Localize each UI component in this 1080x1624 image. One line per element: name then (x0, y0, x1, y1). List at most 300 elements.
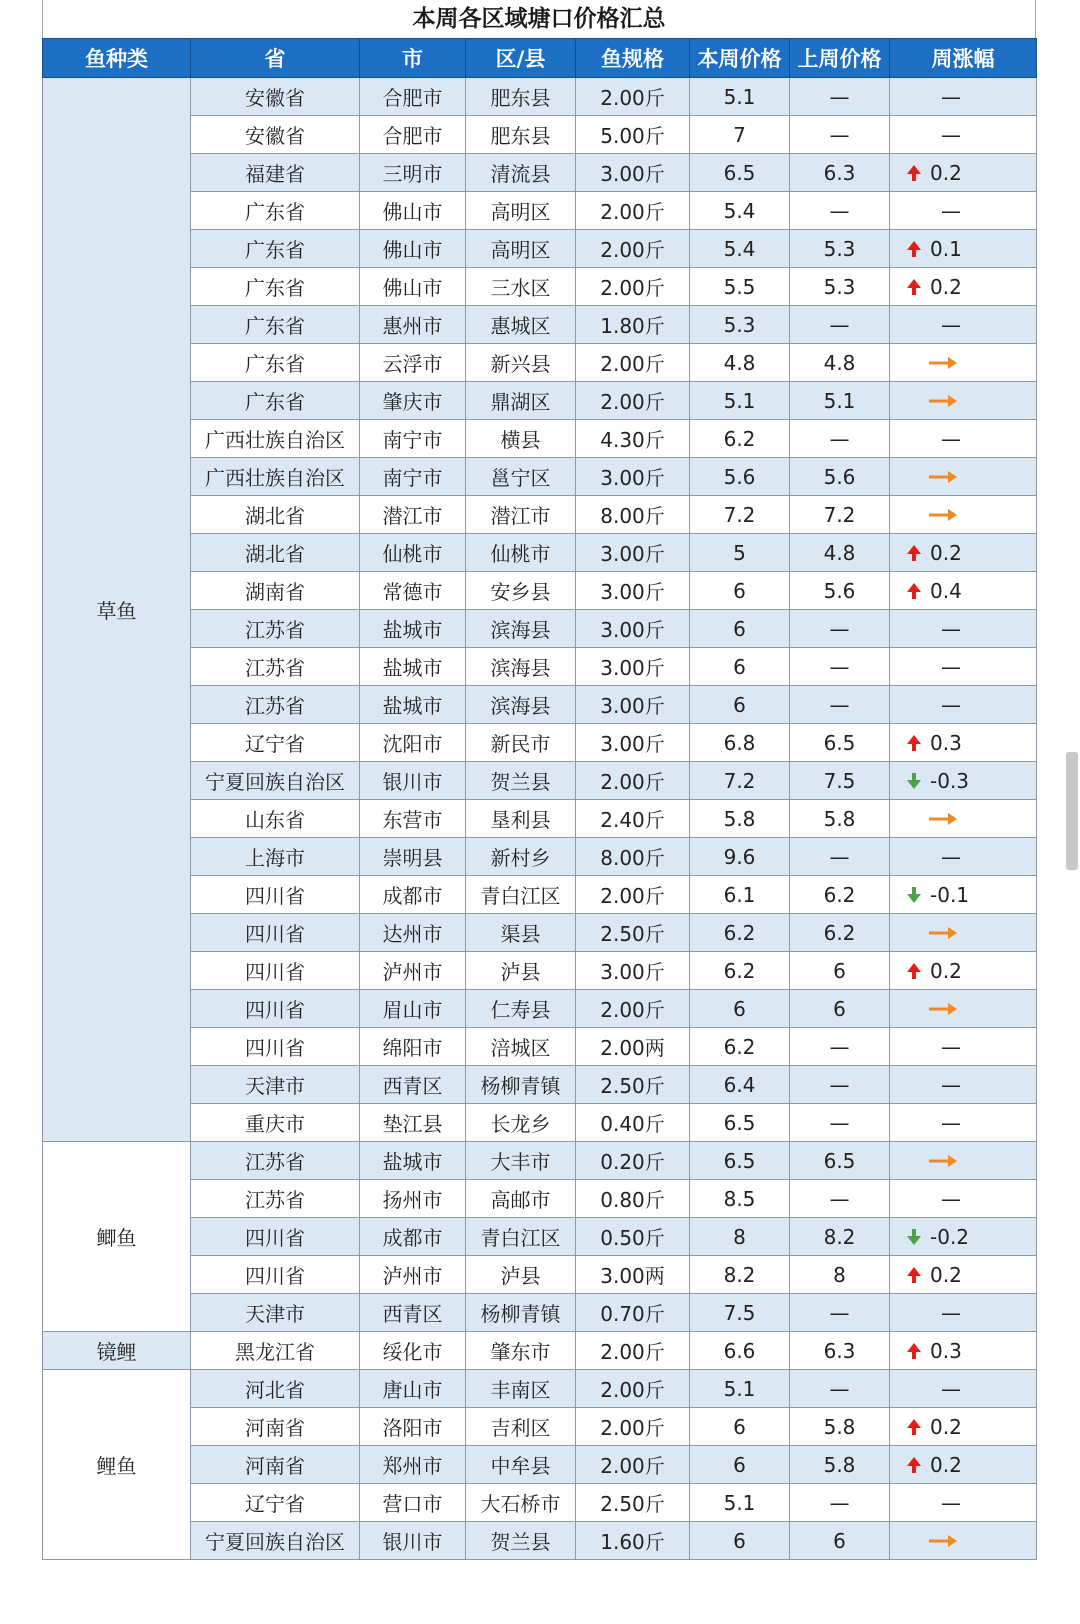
table-row (43, 572, 1037, 610)
cell-this-week-price: 5.1 (690, 1370, 790, 1408)
cell-city: 盐城市 (360, 686, 466, 724)
change-value: — (941, 1072, 961, 1097)
change-value: — (941, 1376, 961, 1401)
cell-this-week-price: 5 (690, 534, 790, 572)
cell-province: 江苏省 (191, 1142, 360, 1180)
cell-province: 四川省 (191, 1028, 360, 1066)
cell-district: 杨柳青镇 (466, 1066, 576, 1104)
cell-this-week-price: 5.1 (690, 382, 790, 420)
change-value: -0.1 (930, 882, 970, 907)
cell-district: 滨海县 (466, 610, 576, 648)
cell-last-week-price: 7.2 (790, 496, 890, 534)
cell-spec: 3.00斤 (576, 572, 690, 610)
cell-city: 南宁市 (360, 420, 466, 458)
cell-district: 中牟县 (466, 1446, 576, 1484)
cell-district: 肥东县 (466, 116, 576, 154)
cell-province: 宁夏回族自治区 (191, 1522, 360, 1560)
cell-weekly-change (890, 116, 1037, 154)
cell-city: 眉山市 (360, 990, 466, 1028)
table-row (43, 1256, 1037, 1294)
table-row (43, 1370, 1037, 1408)
cell-city: 盐城市 (360, 648, 466, 686)
cell-city: 佛山市 (360, 230, 466, 268)
cell-province: 江苏省 (191, 610, 360, 648)
cell-city: 合肥市 (360, 78, 466, 116)
table-row (43, 724, 1037, 762)
cell-spec: 0.50斤 (576, 1218, 690, 1256)
cell-district: 鼎湖区 (466, 382, 576, 420)
cell-spec: 3.00斤 (576, 610, 690, 648)
cell-spec: 2.00两 (576, 1028, 690, 1066)
table-row (43, 344, 1037, 382)
change-value: — (941, 654, 961, 679)
table-row (43, 496, 1037, 534)
cell-city: 扬州市 (360, 1180, 466, 1218)
change-value: — (941, 1110, 961, 1135)
cell-city: 西青区 (360, 1294, 466, 1332)
cell-last-week-price: 5.8 (790, 1408, 890, 1446)
arrow-right-icon (928, 351, 958, 365)
cell-last-week-price: 6.2 (790, 876, 890, 914)
cell-this-week-price: 5.6 (690, 458, 790, 496)
cell-city: 洛阳市 (360, 1408, 466, 1446)
cell-weekly-change (890, 420, 1037, 458)
cell-district: 肥东县 (466, 78, 576, 116)
cell-last-week-price: — (790, 1370, 890, 1408)
cell-this-week-price: 6.6 (690, 1332, 790, 1370)
cell-district: 新民市 (466, 724, 576, 762)
table-row (43, 116, 1037, 154)
arrow-up-icon (906, 163, 922, 181)
cell-spec: 0.80斤 (576, 1180, 690, 1218)
cell-district: 丰南区 (466, 1370, 576, 1408)
table-row (43, 1408, 1037, 1446)
cell-weekly-change (890, 990, 1037, 1028)
cell-district: 贺兰县 (466, 1522, 576, 1560)
arrow-up-icon (906, 543, 922, 561)
cell-last-week-price: — (790, 420, 890, 458)
cell-last-week-price: — (790, 838, 890, 876)
cell-district: 大丰市 (466, 1142, 576, 1180)
cell-spec: 3.00斤 (576, 952, 690, 990)
cell-fish-type: 鲫鱼 (43, 1142, 191, 1332)
cell-weekly-change (890, 876, 1037, 914)
arrow-right-icon (928, 1149, 958, 1163)
table-row (43, 230, 1037, 268)
cell-province: 河南省 (191, 1408, 360, 1446)
cell-weekly-change (890, 1294, 1037, 1332)
cell-district: 邕宁区 (466, 458, 576, 496)
cell-this-week-price: 6.5 (690, 154, 790, 192)
header-last-week-price[interactable]: 上周价格 (790, 39, 890, 78)
arrow-right-icon (928, 389, 958, 403)
cell-weekly-change (890, 610, 1037, 648)
cell-district: 高邮市 (466, 1180, 576, 1218)
cell-district: 高明区 (466, 230, 576, 268)
table-row (43, 1028, 1037, 1066)
cell-last-week-price: 5.3 (790, 230, 890, 268)
cell-province: 四川省 (191, 876, 360, 914)
cell-city: 东营市 (360, 800, 466, 838)
cell-spec: 3.00斤 (576, 686, 690, 724)
arrow-right-icon (928, 997, 958, 1011)
cell-weekly-change (890, 1104, 1037, 1142)
cell-city: 盐城市 (360, 610, 466, 648)
cell-province: 天津市 (191, 1066, 360, 1104)
cell-spec: 2.40斤 (576, 800, 690, 838)
header-city[interactable]: 市 (360, 39, 466, 78)
cell-this-week-price: 8 (690, 1218, 790, 1256)
change-value: — (941, 1186, 961, 1211)
cell-province: 江苏省 (191, 1180, 360, 1218)
header-row (43, 39, 1037, 78)
cell-this-week-price: 9.6 (690, 838, 790, 876)
cell-province: 广东省 (191, 382, 360, 420)
cell-this-week-price: 6.2 (690, 952, 790, 990)
header-this-week-price[interactable]: 本周价格 (690, 39, 790, 78)
cell-province: 广东省 (191, 268, 360, 306)
change-value: — (941, 844, 961, 869)
arrow-up-icon (906, 581, 922, 599)
cell-weekly-change (890, 1522, 1037, 1560)
cell-city: 南宁市 (360, 458, 466, 496)
cell-city: 郑州市 (360, 1446, 466, 1484)
cell-last-week-price: — (790, 1104, 890, 1142)
cell-district: 泸县 (466, 952, 576, 990)
cell-district: 滨海县 (466, 686, 576, 724)
cell-this-week-price: 6 (690, 686, 790, 724)
cell-spec: 4.30斤 (576, 420, 690, 458)
cell-city: 惠州市 (360, 306, 466, 344)
cell-last-week-price: 8.2 (790, 1218, 890, 1256)
cell-district: 肇东市 (466, 1332, 576, 1370)
cell-weekly-change (890, 1256, 1037, 1294)
cell-city: 泸州市 (360, 1256, 466, 1294)
arrow-down-icon (906, 1227, 922, 1245)
cell-last-week-price: — (790, 1484, 890, 1522)
cell-province: 山东省 (191, 800, 360, 838)
cell-this-week-price: 5.3 (690, 306, 790, 344)
cell-last-week-price: 7.5 (790, 762, 890, 800)
cell-city: 垫江县 (360, 1104, 466, 1142)
cell-this-week-price: 7 (690, 116, 790, 154)
cell-spec: 3.00斤 (576, 724, 690, 762)
scrollbar-thumb[interactable] (1066, 752, 1078, 870)
cell-province: 四川省 (191, 1218, 360, 1256)
cell-province: 河北省 (191, 1370, 360, 1408)
cell-province: 重庆市 (191, 1104, 360, 1142)
cell-city: 达州市 (360, 914, 466, 952)
cell-province: 四川省 (191, 952, 360, 990)
cell-weekly-change (890, 1180, 1037, 1218)
change-value: — (941, 1490, 961, 1515)
cell-province: 广西壮族自治区 (191, 458, 360, 496)
cell-weekly-change (890, 648, 1037, 686)
cell-district: 杨柳青镇 (466, 1294, 576, 1332)
cell-city: 银川市 (360, 762, 466, 800)
cell-last-week-price: 6.2 (790, 914, 890, 952)
change-value: — (941, 1034, 961, 1059)
cell-last-week-price: 6 (790, 1522, 890, 1560)
cell-weekly-change (890, 1484, 1037, 1522)
header-weekly-change[interactable]: 周涨幅 (890, 39, 1037, 78)
cell-last-week-price: — (790, 116, 890, 154)
change-value: -0.3 (930, 768, 970, 793)
cell-this-week-price: 5.4 (690, 230, 790, 268)
table-row (43, 154, 1037, 192)
arrow-down-icon (906, 885, 922, 903)
cell-spec: 2.00斤 (576, 78, 690, 116)
cell-province: 黑龙江省 (191, 1332, 360, 1370)
cell-spec: 8.00斤 (576, 496, 690, 534)
change-value: 0.3 (930, 730, 962, 755)
cell-weekly-change (890, 762, 1037, 800)
cell-province: 安徽省 (191, 116, 360, 154)
arrow-up-icon (906, 1265, 922, 1283)
cell-last-week-price: — (790, 78, 890, 116)
table-row (43, 382, 1037, 420)
cell-this-week-price: 5.1 (690, 1484, 790, 1522)
cell-district: 仙桃市 (466, 534, 576, 572)
cell-this-week-price: 6 (690, 610, 790, 648)
cell-last-week-price: 8 (790, 1256, 890, 1294)
change-value: — (941, 312, 961, 337)
cell-district: 青白江区 (466, 1218, 576, 1256)
cell-city: 成都市 (360, 1218, 466, 1256)
cell-province: 宁夏回族自治区 (191, 762, 360, 800)
cell-this-week-price: 6.5 (690, 1104, 790, 1142)
table-row (43, 1142, 1037, 1180)
cell-this-week-price: 6.2 (690, 420, 790, 458)
table-row (43, 1522, 1037, 1560)
cell-this-week-price: 6.1 (690, 876, 790, 914)
cell-weekly-change (890, 268, 1037, 306)
cell-last-week-price: — (790, 648, 890, 686)
arrow-down-icon (906, 771, 922, 789)
cell-this-week-price: 5.1 (690, 78, 790, 116)
cell-weekly-change (890, 1028, 1037, 1066)
cell-district: 三水区 (466, 268, 576, 306)
cell-district: 新村乡 (466, 838, 576, 876)
cell-last-week-price: 6.5 (790, 1142, 890, 1180)
cell-city: 佛山市 (360, 268, 466, 306)
cell-city: 绥化市 (360, 1332, 466, 1370)
cell-spec: 2.00斤 (576, 192, 690, 230)
table-row (43, 306, 1037, 344)
cell-city: 唐山市 (360, 1370, 466, 1408)
cell-last-week-price: 6.3 (790, 154, 890, 192)
change-value: 0.2 (930, 540, 962, 565)
price-table (42, 38, 1037, 1560)
cell-this-week-price: 7.2 (690, 496, 790, 534)
cell-city: 绵阳市 (360, 1028, 466, 1066)
table-row (43, 192, 1037, 230)
change-value: 0.2 (930, 160, 962, 185)
cell-this-week-price: 6 (690, 990, 790, 1028)
cell-district: 大石桥市 (466, 1484, 576, 1522)
cell-last-week-price: 4.8 (790, 534, 890, 572)
cell-province: 湖北省 (191, 496, 360, 534)
cell-last-week-price: 5.6 (790, 572, 890, 610)
cell-spec: 2.00斤 (576, 1408, 690, 1446)
change-value: 0.2 (930, 958, 962, 983)
arrow-up-icon (906, 277, 922, 295)
cell-weekly-change (890, 952, 1037, 990)
cell-district: 安乡县 (466, 572, 576, 610)
cell-spec: 2.00斤 (576, 382, 690, 420)
change-value: 0.2 (930, 1452, 962, 1477)
change-value: — (941, 426, 961, 451)
change-value: — (941, 198, 961, 223)
cell-spec: 2.00斤 (576, 1370, 690, 1408)
cell-district: 潜江市 (466, 496, 576, 534)
cell-weekly-change (890, 572, 1037, 610)
cell-spec: 2.00斤 (576, 1332, 690, 1370)
cell-spec: 3.00斤 (576, 648, 690, 686)
cell-city: 泸州市 (360, 952, 466, 990)
arrow-up-icon (906, 239, 922, 257)
cell-spec: 2.00斤 (576, 876, 690, 914)
cell-this-week-price: 5.4 (690, 192, 790, 230)
cell-city: 成都市 (360, 876, 466, 914)
cell-district: 涪城区 (466, 1028, 576, 1066)
table-row (43, 1446, 1037, 1484)
cell-city: 西青区 (360, 1066, 466, 1104)
cell-last-week-price: 5.6 (790, 458, 890, 496)
cell-province: 河南省 (191, 1446, 360, 1484)
cell-this-week-price: 6.8 (690, 724, 790, 762)
cell-province: 辽宁省 (191, 1484, 360, 1522)
cell-weekly-change (890, 1218, 1037, 1256)
cell-district: 垦利县 (466, 800, 576, 838)
cell-district: 新兴县 (466, 344, 576, 382)
cell-city: 营口市 (360, 1484, 466, 1522)
cell-province: 四川省 (191, 990, 360, 1028)
cell-this-week-price: 6.2 (690, 914, 790, 952)
cell-this-week-price: 6.2 (690, 1028, 790, 1066)
cell-province: 广西壮族自治区 (191, 420, 360, 458)
cell-province: 广东省 (191, 192, 360, 230)
cell-spec: 2.00斤 (576, 230, 690, 268)
cell-spec: 2.50斤 (576, 1484, 690, 1522)
cell-last-week-price: 6 (790, 990, 890, 1028)
cell-spec: 2.00斤 (576, 1446, 690, 1484)
cell-weekly-change (890, 496, 1037, 534)
cell-city: 沈阳市 (360, 724, 466, 762)
header-district[interactable]: 区/县 (466, 39, 576, 78)
cell-last-week-price: 4.8 (790, 344, 890, 382)
cell-spec: 2.50斤 (576, 1066, 690, 1104)
cell-this-week-price: 7.5 (690, 1294, 790, 1332)
cell-district: 青白江区 (466, 876, 576, 914)
cell-last-week-price: 6.5 (790, 724, 890, 762)
cell-this-week-price: 5.8 (690, 800, 790, 838)
table-row (43, 1066, 1037, 1104)
cell-this-week-price: 6.5 (690, 1142, 790, 1180)
price-summary-sheet (42, 0, 1036, 1560)
arrow-up-icon (906, 1341, 922, 1359)
cell-district: 滨海县 (466, 648, 576, 686)
cell-weekly-change (890, 192, 1037, 230)
table-row (43, 534, 1037, 572)
cell-weekly-change (890, 1370, 1037, 1408)
cell-weekly-change (890, 914, 1037, 952)
cell-spec: 3.00斤 (576, 534, 690, 572)
cell-province: 广东省 (191, 344, 360, 382)
table-row (43, 268, 1037, 306)
table-row (43, 1484, 1037, 1522)
cell-spec: 1.80斤 (576, 306, 690, 344)
table-row (43, 914, 1037, 952)
cell-last-week-price: 6.3 (790, 1332, 890, 1370)
cell-province: 广东省 (191, 306, 360, 344)
cell-province: 福建省 (191, 154, 360, 192)
table-row (43, 610, 1037, 648)
header-spec[interactable]: 鱼规格 (576, 39, 690, 78)
arrow-right-icon (928, 1529, 958, 1543)
header-fish[interactable]: 鱼种类 (43, 39, 191, 78)
cell-city: 常德市 (360, 572, 466, 610)
cell-district: 仁寿县 (466, 990, 576, 1028)
cell-province: 四川省 (191, 1256, 360, 1294)
change-value: 0.3 (930, 1338, 962, 1363)
cell-weekly-change (890, 230, 1037, 268)
arrow-right-icon (928, 465, 958, 479)
table-row (43, 458, 1037, 496)
cell-weekly-change (890, 458, 1037, 496)
change-value: -0.2 (930, 1224, 970, 1249)
cell-this-week-price: 7.2 (690, 762, 790, 800)
change-value: 0.2 (930, 1262, 962, 1287)
cell-province: 四川省 (191, 914, 360, 952)
header-province[interactable]: 省 (191, 39, 360, 78)
cell-weekly-change (890, 686, 1037, 724)
cell-city: 佛山市 (360, 192, 466, 230)
cell-last-week-price: — (790, 1294, 890, 1332)
cell-weekly-change (890, 1142, 1037, 1180)
change-value: 0.2 (930, 274, 962, 299)
cell-weekly-change (890, 306, 1037, 344)
cell-last-week-price: — (790, 686, 890, 724)
table-row (43, 78, 1037, 116)
cell-last-week-price: — (790, 1066, 890, 1104)
cell-district: 高明区 (466, 192, 576, 230)
cell-city: 盐城市 (360, 1142, 466, 1180)
cell-spec: 2.50斤 (576, 914, 690, 952)
cell-city: 仙桃市 (360, 534, 466, 572)
cell-spec: 2.00斤 (576, 990, 690, 1028)
change-value: 0.4 (930, 578, 962, 603)
cell-district: 清流县 (466, 154, 576, 192)
cell-this-week-price: 6 (690, 1446, 790, 1484)
cell-this-week-price: 6 (690, 1522, 790, 1560)
change-value: — (941, 122, 961, 147)
cell-last-week-price: 5.1 (790, 382, 890, 420)
cell-spec: 2.00斤 (576, 268, 690, 306)
cell-city: 银川市 (360, 1522, 466, 1560)
cell-province: 江苏省 (191, 686, 360, 724)
cell-province: 湖北省 (191, 534, 360, 572)
change-value: — (941, 1300, 961, 1325)
cell-this-week-price: 6.4 (690, 1066, 790, 1104)
page-title: 本周各区域塘口价格汇总 (42, 0, 1036, 38)
cell-spec: 0.20斤 (576, 1142, 690, 1180)
cell-weekly-change (890, 1408, 1037, 1446)
cell-fish-type: 草鱼 (43, 78, 191, 1142)
arrow-up-icon (906, 733, 922, 751)
table-row (43, 686, 1037, 724)
cell-city: 崇明县 (360, 838, 466, 876)
